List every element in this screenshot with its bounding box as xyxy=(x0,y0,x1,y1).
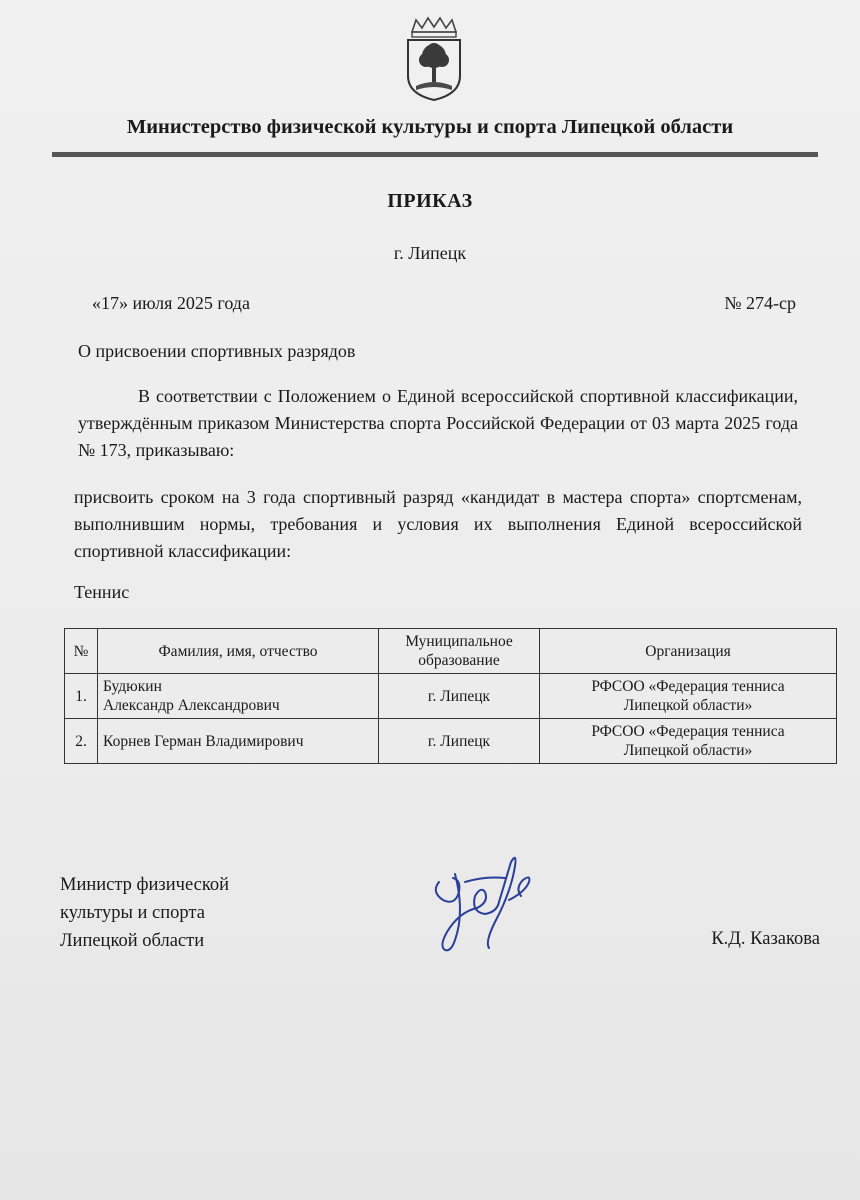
organization-line: Липецкой области» xyxy=(623,697,753,714)
row-number: 1. xyxy=(65,674,98,719)
header-number: № xyxy=(65,629,98,674)
organization-line: РФСОО «Федерация тенниса xyxy=(591,723,785,740)
signer-position xyxy=(60,871,229,955)
order-number: № 274-ср xyxy=(724,293,796,313)
athlete-name: Корнев Герман Владимирович xyxy=(98,719,379,764)
signer-name: К.Д. Казакова xyxy=(711,929,820,949)
handwritten-signature-icon xyxy=(425,852,545,962)
header-organization: Организация xyxy=(540,629,837,674)
header-divider xyxy=(52,152,818,157)
signer-position-line: культуры и спорта xyxy=(60,903,205,923)
row-number: 2. xyxy=(65,719,98,764)
athlete-municipality: г. Липецк xyxy=(379,674,540,719)
decision-paragraph: присвоить сроком на 3 года спортивный разряд «кандидат в мастера спорта» спортсменам, выполнившим нормы, требования и условия их выполнения Единой всероссийской спортивной классификации: xyxy=(74,487,802,561)
table-row xyxy=(65,719,837,764)
ministry-name: Министерство физической культуры и спорта Липецкой области xyxy=(126,116,734,138)
athlete-organization xyxy=(540,719,837,764)
order-date: «17» июля 2025 года xyxy=(92,293,250,313)
athlete-municipality: г. Липецк xyxy=(379,719,540,764)
organization-line: Липецкой области» xyxy=(623,742,753,759)
signer-position-line: Липецкой области xyxy=(60,931,205,951)
signer-position-line: Министр физической xyxy=(60,875,230,895)
organization-line: РФСОО «Федерация тенниса xyxy=(591,678,785,695)
athletes-table xyxy=(64,628,837,764)
athlete-name-line: Будюкин xyxy=(103,678,162,695)
table-header-row xyxy=(65,629,837,674)
order-title: ПРИКАЗ xyxy=(387,190,473,212)
order-subject: О присвоении спортивных разрядов xyxy=(78,341,356,361)
sport-name: Теннис xyxy=(74,582,130,602)
order-city: г. Липецк xyxy=(393,243,467,263)
header-full-name: Фамилия, имя, отчество xyxy=(98,629,379,674)
athlete-name-line: Александр Александрович xyxy=(103,697,280,714)
preamble-paragraph: В соответствии с Положением о Единой всероссийской спортивной классификации, утверждённым приказом Министерства спорта Российской Федерации от 03 марта 2025 года № 173, приказываю: xyxy=(78,386,798,460)
athlete-organization xyxy=(540,674,837,719)
header-municipality: Муниципальное образование xyxy=(379,629,540,674)
athlete-name xyxy=(98,674,379,719)
table-row xyxy=(65,674,837,719)
lipetsk-oblast-coat-of-arms-icon xyxy=(402,14,466,104)
